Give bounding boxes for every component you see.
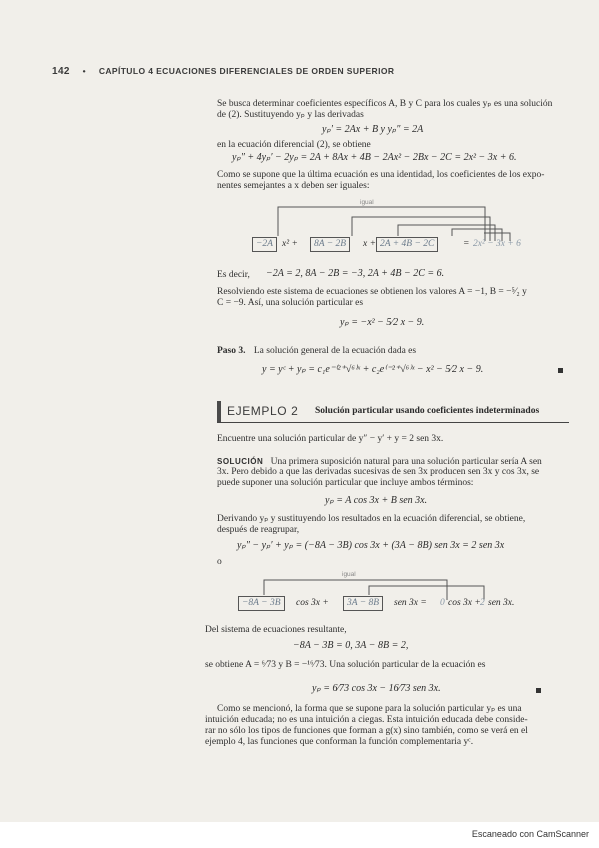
sistema-line-2: se obtiene A = ⁶⁄73 y B = −¹⁶⁄73. Una solución particular de la ecuación es bbox=[205, 660, 486, 670]
page-number: 142 bbox=[52, 66, 70, 77]
term-x2: x² + bbox=[282, 239, 298, 249]
substitution-equation: yₚ″ + 4yₚ′ − 2yₚ = 2A + 8Ax + 4B − 2Ax² − 2Bx − 2C = 2x² − 3x + 6. bbox=[232, 152, 517, 163]
rhs-equals: = bbox=[463, 239, 470, 249]
particular-solution-1: yₚ = −x² − 5⁄2 x − 9. bbox=[340, 317, 425, 328]
coefficient-matching-diagram-1 bbox=[240, 193, 540, 259]
resolviendo-line-2: C = −9. Así, una solución particular es bbox=[217, 298, 364, 308]
example-title: EJEMPLO 2 bbox=[227, 404, 299, 418]
scanner-watermark: Escaneado con CamScanner bbox=[471, 829, 589, 839]
system-equations-1: −2A = 2, 8A − 2B = −3, 2A + 4B − 2C = 6. bbox=[266, 268, 445, 279]
paso3-text: La solución general de la ecuación dada es bbox=[253, 346, 417, 356]
closing-line-2: intuición educada; no es una intuición a ciegas. Esta intuición educada debe conside- bbox=[205, 715, 528, 725]
solution-line-3: puede suponer una solución particular que incluye ambos términos: bbox=[217, 478, 474, 488]
regrouped-equation: yₚ″ − yₚ′ + yₚ = (−8A − 3B) cos 3x + (3A − 8B) sen 3x = 2 sen 3x bbox=[237, 540, 505, 551]
header-bullet: • bbox=[82, 66, 87, 76]
es-decir-label: Es decir, bbox=[217, 270, 250, 280]
trial-solution-equation: yₚ = A cos 3x + B sen 3x. bbox=[325, 495, 428, 506]
particular-solution-2: yₚ = 6⁄73 cos 3x − 16⁄73 sen 3x. bbox=[312, 683, 441, 694]
igual-label-2: igual bbox=[342, 571, 356, 578]
solution-line-2: 3x. Pero debido a que las derivadas sucesivas de sen 3x producen sen 3x y cos 3x, se bbox=[217, 467, 540, 477]
coefficient-matching-diagram-2 bbox=[234, 566, 534, 616]
page-header bbox=[52, 66, 394, 77]
example-prompt: Encuentre una solución particular de y″ − y′ + y = 2 sen 3x. bbox=[217, 434, 444, 444]
solution-line-5: después de reagrupar, bbox=[217, 525, 300, 535]
rhs-polynomial: 2x² − 3x + 6 bbox=[473, 239, 521, 249]
intro-line-4: Como se supone que la última ecuación es una identidad, los coeficientes de los expo- bbox=[217, 170, 545, 180]
chapter-title: CAPÍTULO 4 ECUACIONES DIFERENCIALES DE ORDEN SUPERIOR bbox=[98, 66, 395, 76]
end-of-example-mark bbox=[536, 688, 541, 693]
rhs-cos: cos 3x + bbox=[448, 598, 481, 608]
closing-line-3: rar no sólo los tipos de funciones que forman a g(x) sino también, como se verá en el bbox=[205, 726, 528, 736]
system-equations-2: −8A − 3B = 0, 3A − 8B = 2, bbox=[293, 640, 409, 651]
resolviendo-line-1: Resolviendo este sistema de ecuaciones se obtienen los valores A = −1, B = −⁵⁄₂ y bbox=[217, 287, 527, 297]
coef-box-sen: 3A − 8B bbox=[343, 596, 383, 611]
end-of-proof-mark bbox=[558, 368, 563, 373]
solution-line-4: Derivando yₚ y sustituyendo los resultados en la ecuación diferencial, se obtiene, bbox=[217, 514, 526, 524]
igual-label-1: igual bbox=[360, 199, 374, 206]
derivatives-equation: yₚ′ = 2Ax + B y yₚ″ = 2A bbox=[322, 124, 424, 135]
solution-text-1: Una primera suposición natural para una solución particular sería A sen bbox=[270, 457, 542, 467]
rhs-two: 2 bbox=[480, 598, 485, 608]
term-cos: cos 3x + bbox=[296, 598, 329, 608]
solution-label: SOLUCIÓN bbox=[217, 457, 264, 466]
coef-box-x2: −2A bbox=[252, 237, 277, 252]
general-solution-equation: y = yᶜ + yₚ = c₁e⁻⁽²⁺√⁶⁾ˣ + c₂e⁽⁻²⁺√⁶⁾ˣ − x² − 5⁄2 x − 9. bbox=[262, 364, 484, 375]
intro-line-1: Se busca determinar coeficientes específicos A, B y C para los cuales yₚ es una solución bbox=[217, 99, 553, 109]
paso3-line bbox=[217, 346, 416, 357]
sistema-line-1: Del sistema de ecuaciones resultante, bbox=[205, 625, 347, 635]
coef-box-cos: −8A − 3B bbox=[238, 596, 285, 611]
term-x: x + bbox=[363, 239, 377, 249]
term-sen: sen 3x = bbox=[394, 598, 427, 608]
rhs-zero: 0 bbox=[440, 598, 445, 608]
intro-line-3: en la ecuación diferencial (2), se obtiene bbox=[217, 140, 371, 150]
paso3-label: Paso 3. bbox=[217, 346, 246, 356]
closing-line-4: ejemplo 4, las funciones que conforman la función complementaria yᶜ. bbox=[205, 737, 474, 747]
coef-box-const: 2A + 4B − 2C bbox=[376, 237, 438, 252]
example-tab-marker bbox=[217, 401, 221, 422]
coef-box-x: 8A − 2B bbox=[310, 237, 350, 252]
intro-line-2: de (2). Sustituyendo yₚ y las derivadas bbox=[217, 110, 364, 120]
intro-line-5: nentes semejantes a x deben ser iguales: bbox=[217, 181, 370, 191]
closing-line-1: Como se mencionó, la forma que se supone para la solución particular yₚ es una bbox=[217, 704, 522, 714]
example-subtitle: Solución particular usando coeficientes indeterminados bbox=[315, 406, 540, 416]
example-2-header bbox=[217, 401, 569, 423]
o-connector: o bbox=[217, 557, 222, 567]
rhs-sen: sen 3x. bbox=[488, 598, 515, 608]
